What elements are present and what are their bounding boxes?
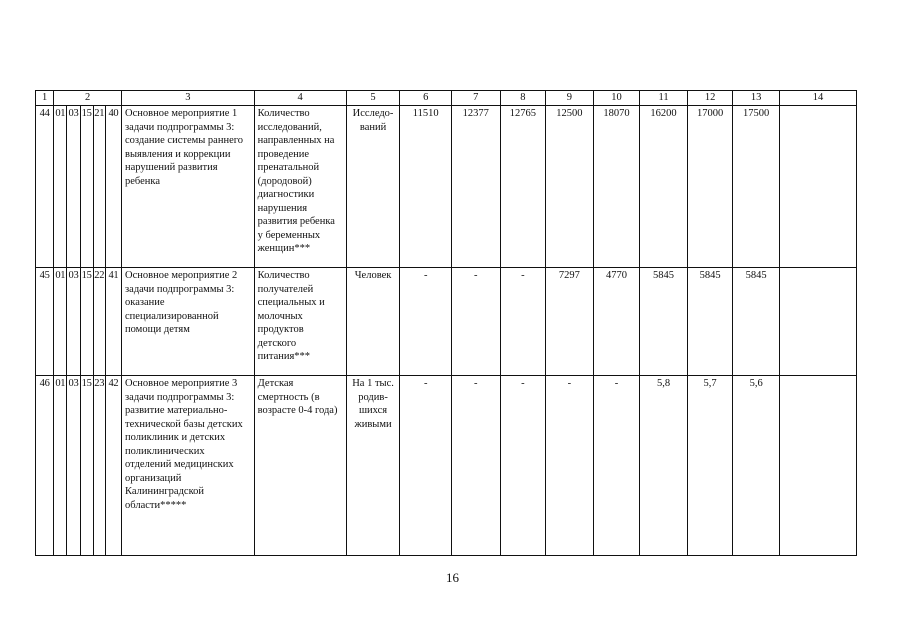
code-cell: 21 [93,106,105,268]
column-header: 5 [346,91,400,106]
page-number: 16 [446,570,459,585]
column-header: 9 [546,91,594,106]
value-cell: 5,6 [733,376,780,556]
value-cell: 16200 [640,106,688,268]
code-cell: 03 [67,376,80,556]
unit-cell: На 1 тыс. родив-шихся живыми [346,376,400,556]
code-cell: 01 [54,106,67,268]
code-cell: 42 [105,376,121,556]
table-row [36,106,857,268]
indicator-name-cell: Количество получателей специальных и молочных продуктов детского питания*** [254,268,346,376]
column-header: 12 [687,91,733,106]
code-cell: 15 [80,376,93,556]
value-cell: - [452,376,501,556]
column-header: 7 [452,91,501,106]
value-cell: 17000 [687,106,733,268]
column-header: 11 [640,91,688,106]
code-cell: 15 [80,268,93,376]
event-name-cell: Основное мероприятие 3 задачи подпрограммы 3: развитие материально-технической базы детских поликлиник и детских поликлинических отделений медицинских организаций Калининградской области***** [122,376,255,556]
event-name-cell: Основное мероприятие 2 задачи подпрограммы 3: оказание специализированной помощи детям [122,268,255,376]
note-cell [779,106,856,268]
column-header: 3 [122,91,255,106]
note-cell [779,268,856,376]
code-cell: 23 [93,376,105,556]
column-header: 6 [400,91,452,106]
column-header: 14 [779,91,856,106]
code-cell: 01 [54,376,67,556]
note-cell [779,376,856,556]
column-header: 10 [593,91,640,106]
value-cell: 12377 [452,106,501,268]
code-cell: 03 [67,268,80,376]
indicator-name-cell: Количество исследований, направленных на проведение пренатальной (дородовой) диагностики нарушения развития ребенка у беременных женщин*** [254,106,346,268]
value-cell: 5,8 [640,376,688,556]
row-number: 46 [36,376,54,556]
value-cell: 11510 [400,106,452,268]
value-cell: - [500,376,546,556]
code-cell: 40 [105,106,121,268]
program-indicators-table [35,90,857,556]
value-cell: - [452,268,501,376]
column-number-row [36,91,857,106]
row-number: 44 [36,106,54,268]
value-cell: - [500,268,546,376]
value-cell: 5,7 [687,376,733,556]
code-cell: 01 [54,268,67,376]
code-cell: 03 [67,106,80,268]
unit-cell: Исследо-ваний [346,106,400,268]
code-cell: 15 [80,106,93,268]
value-cell: 18070 [593,106,640,268]
value-cell: 7297 [546,268,594,376]
event-name-cell: Основное мероприятие 1 задачи подпрограммы 3: создание системы раннего выявления и коррекции нарушений развития ребенка [122,106,255,268]
column-header: 2 [54,91,122,106]
table-row [36,376,857,556]
value-cell: - [546,376,594,556]
column-header: 13 [733,91,780,106]
column-header: 8 [500,91,546,106]
value-cell: - [400,268,452,376]
indicator-name-cell: Детская смертность (в возрасте 0-4 года) [254,376,346,556]
table-row [36,268,857,376]
value-cell: 5845 [733,268,780,376]
row-number: 45 [36,268,54,376]
column-header: 1 [36,91,54,106]
value-cell: 5845 [687,268,733,376]
value-cell: 17500 [733,106,780,268]
value-cell: 12500 [546,106,594,268]
column-header: 4 [254,91,346,106]
code-cell: 22 [93,268,105,376]
value-cell: - [593,376,640,556]
value-cell: 12765 [500,106,546,268]
code-cell: 41 [105,268,121,376]
value-cell: - [400,376,452,556]
unit-cell: Человек [346,268,400,376]
value-cell: 5845 [640,268,688,376]
value-cell: 4770 [593,268,640,376]
